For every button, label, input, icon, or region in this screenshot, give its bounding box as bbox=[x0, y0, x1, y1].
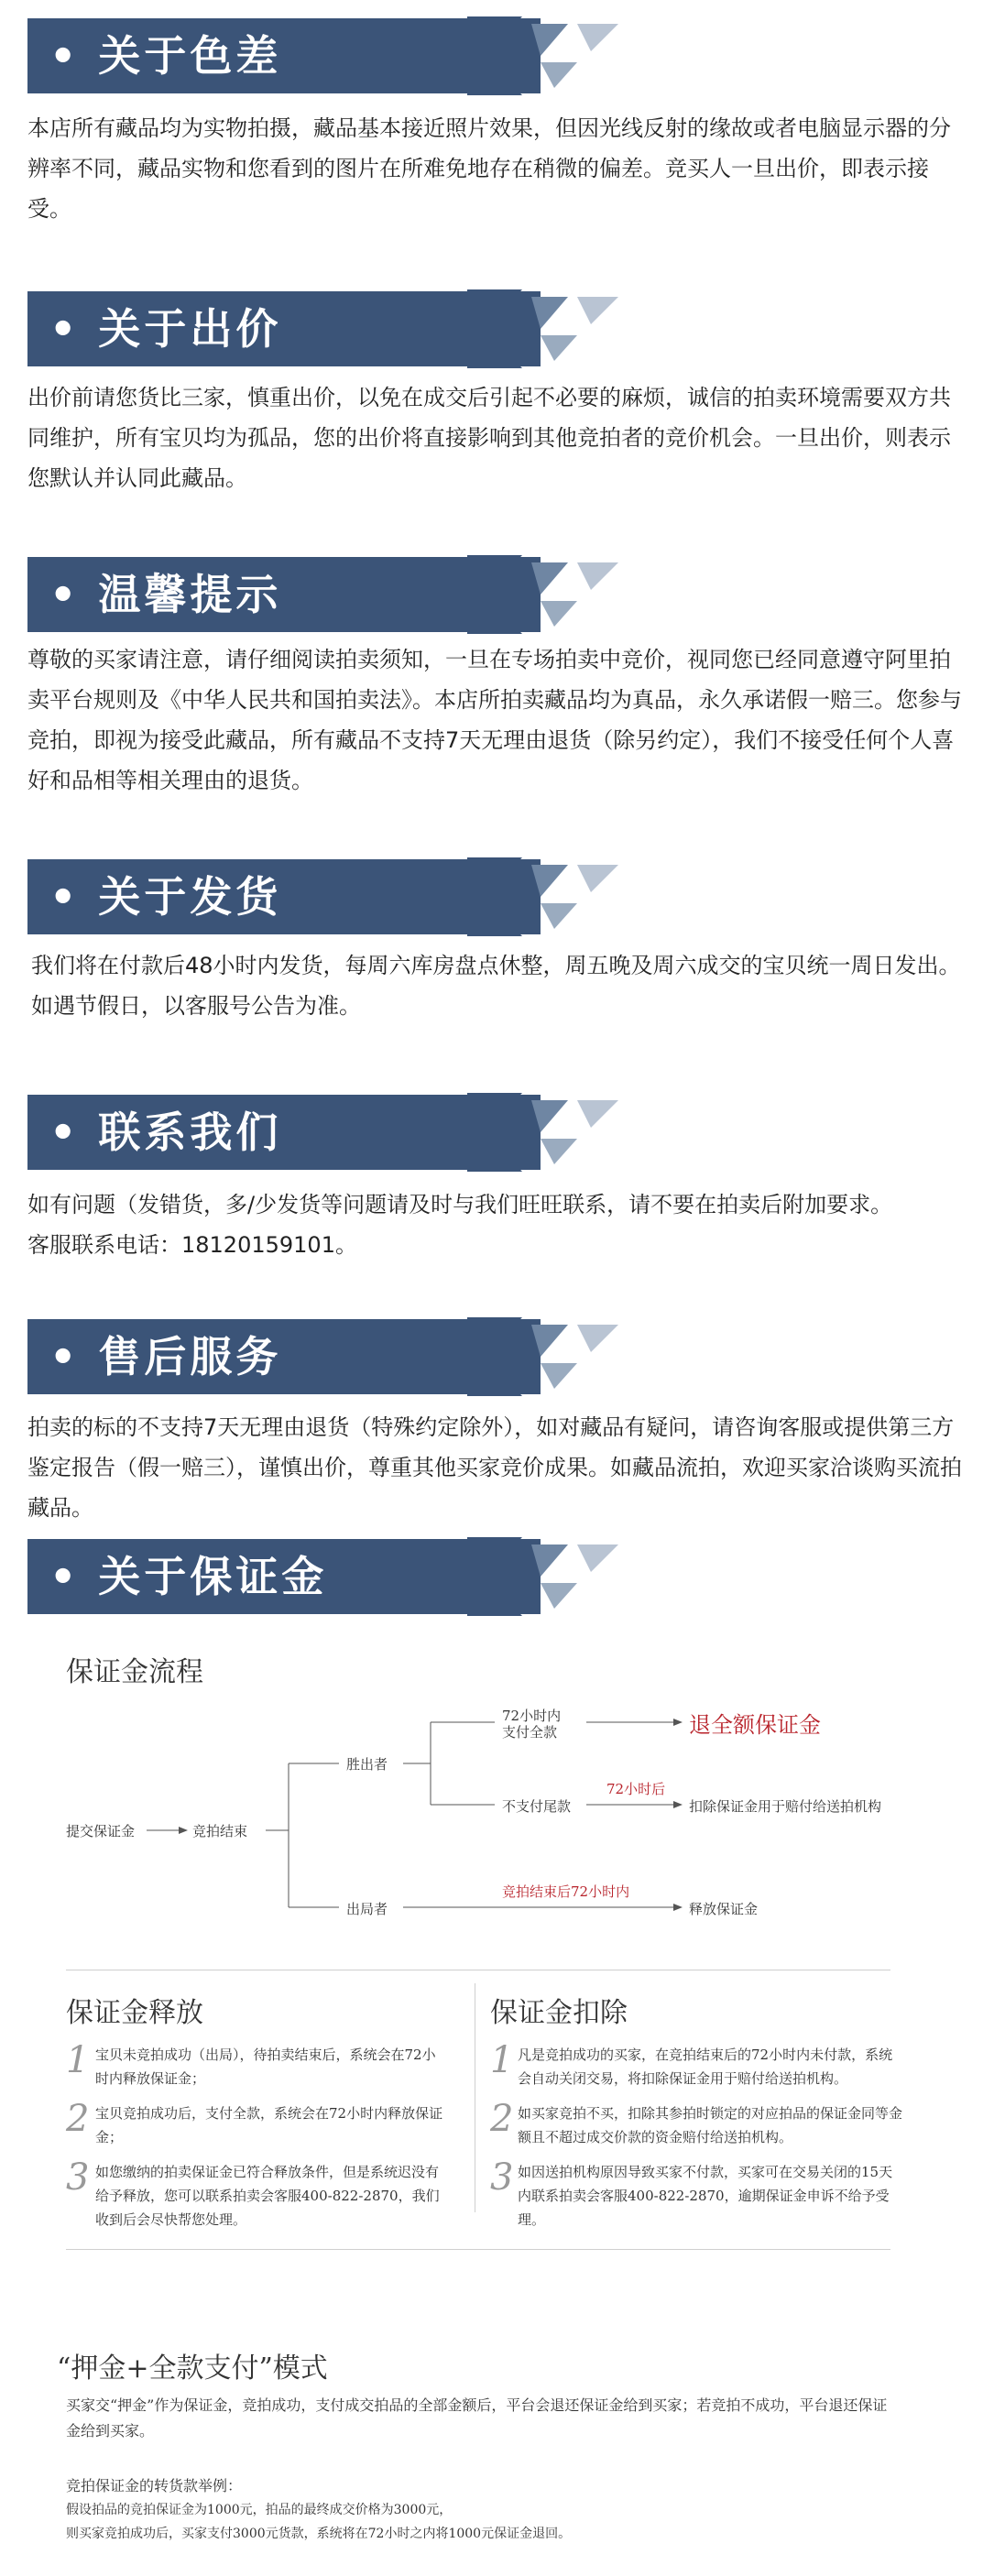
section-banner bbox=[27, 18, 541, 93]
flow-paid-72h-line1: 72小时内 bbox=[502, 1708, 562, 1724]
mode-example-line1: 假设拍品的竞拍保证金为1000元，拍品的最终成交价格为3000元， bbox=[66, 2503, 453, 2517]
release-item-number: 2 bbox=[66, 2098, 90, 2140]
flow-after-72h: 72小时后 bbox=[606, 1781, 666, 1797]
release-item-text: 宝贝未竞拍成功（出局），待拍卖结束后，系统会在72小时内释放保证金； bbox=[95, 2047, 436, 2087]
release-item-number: 3 bbox=[66, 2156, 90, 2199]
section-body: 本店所有藏品均为实物拍摄，藏品基本接近照片效果，但因光线反射的缘故或者电脑显示器的分辨率不同，藏品实物和您看到的图片在所难免地存在稍微的偏差。竞买人一旦出价，即表示接受。 bbox=[27, 115, 951, 222]
rules-bottom-divider bbox=[66, 2249, 890, 2250]
section-banner bbox=[27, 1539, 541, 1614]
deduct-title: 保证金扣除 bbox=[490, 1997, 628, 2029]
flow-after-end-72h: 竞拍结束后72小时内 bbox=[502, 1883, 630, 1900]
mode-example-line2: 则买家竞拍成功后，买家支付3000元货款，系统将在72小时之内将1000元保证金退回。 bbox=[66, 2527, 572, 2541]
flow-release: 释放保证金 bbox=[689, 1901, 759, 1917]
deduct-item-text: 如买家竞拍不买，扣除其参拍时锁定的对应拍品的保证金同等金额且不超过成交价款的资金赔付给送拍机构。 bbox=[518, 2105, 903, 2145]
banner-decoration-icon bbox=[467, 16, 623, 95]
section-banner bbox=[27, 291, 541, 366]
section-body: 拍卖的标的不支持7天无理由退货（特殊约定除外），如对藏品有疑问，请咨询客服或提供第三方鉴定报告（假一赔三），谨慎出价，尊重其他买家竞价成果。如藏品流拍，欢迎买家洽谈购买流拍藏品。 bbox=[27, 1414, 962, 1521]
banner-decoration-icon bbox=[467, 1317, 623, 1396]
release-item-text: 宝贝竞拍成功后，支付全款，系统会在72小时内释放保证金； bbox=[95, 2105, 443, 2145]
banner-decoration-icon bbox=[467, 1537, 623, 1616]
section-title: • 关于出价 bbox=[49, 304, 282, 354]
deduct-item-number: 3 bbox=[490, 2156, 514, 2199]
section-body: 出价前请您货比三家，慎重出价，以免在成交后引起不必要的麻烦，诚信的拍卖环境需要双方共同维护，所有宝贝均为孤品，您的出价将直接影响到其他竞拍者的竞价机会。一旦出价，则表示您默认并认同此藏品。 bbox=[27, 385, 951, 491]
section-title: • 关于保证金 bbox=[49, 1552, 328, 1601]
release-item-number: 1 bbox=[66, 2039, 90, 2081]
section-title: • 关于发货 bbox=[49, 872, 282, 922]
flow-winner: 胜出者 bbox=[346, 1756, 388, 1773]
flow-not-paid: 不支付尾款 bbox=[502, 1798, 572, 1815]
flow-loser: 出局者 bbox=[346, 1901, 388, 1917]
banner-decoration-icon bbox=[467, 857, 623, 936]
section-banner bbox=[27, 557, 541, 632]
section-title: • 联系我们 bbox=[49, 1108, 282, 1157]
release-title: 保证金释放 bbox=[66, 1997, 203, 2029]
deduct-item-text: 凡是竞拍成功的买家，在竞拍结束后的72小时内未付款，系统会自动关闭交易，将扣除保证金用于赔付给送拍机构。 bbox=[518, 2047, 893, 2087]
contact-phone: 客服联系电话：18120159101。 bbox=[27, 1232, 357, 1258]
section-title: • 关于色差 bbox=[49, 31, 282, 81]
mode-title: “押金+全款支付”模式 bbox=[57, 2352, 328, 2385]
flow-paid-72h-line2: 支付全款 bbox=[502, 1724, 558, 1741]
mode-example-title: 竞拍保证金的转货款举例： bbox=[66, 2477, 243, 2494]
flow-auction-end: 竞拍结束 bbox=[192, 1823, 248, 1839]
banner-decoration-icon bbox=[467, 289, 623, 368]
deduct-item-number: 1 bbox=[490, 2039, 514, 2081]
mode-description: 买家交“押金”作为保证金，竞拍成功，支付成交拍品的全部金额后，平台会退还保证金给到买家；若竞拍不成功，平台退还保证金给到买家。 bbox=[66, 2396, 888, 2440]
release-item-text: 如您缴纳的拍卖保证金已符合释放条件，但是系统迟没有给予释放，您可以联系拍卖会客服400-822-2870，我们收到后会尽快帮您处理。 bbox=[95, 2164, 440, 2228]
section-banner bbox=[27, 1095, 541, 1170]
banner-decoration-icon bbox=[467, 555, 623, 634]
section-title: • 售后服务 bbox=[49, 1332, 282, 1381]
flow-refund-full: 退全额保证金 bbox=[689, 1712, 821, 1738]
deduct-item-text: 如因送拍机构原因导致买家不付款，买家可在交易关闭的15天内联系拍卖会客服400-822-2870，逾期保证金申诉不给予受理。 bbox=[518, 2164, 893, 2228]
section-title: • 温馨提示 bbox=[49, 570, 282, 619]
flow-title: 保证金流程 bbox=[66, 1656, 203, 1688]
banner-decoration-icon bbox=[467, 1093, 623, 1172]
section-banner bbox=[27, 1319, 541, 1394]
flow-deduct: 扣除保证金用于赔付给送拍机构 bbox=[689, 1798, 882, 1815]
flow-submit-deposit: 提交保证金 bbox=[66, 1823, 136, 1839]
section-body: 尊敬的买家请注意，请仔细阅读拍卖须知，一旦在专场拍卖中竞价，视同您已经同意遵守阿里拍卖平台规则及《中华人民共和国拍卖法》。本店所拍卖藏品均为真品，永久承诺假一赔三。您参与竞拍，即视为接受此藏品，所有藏品不支持7天无理由退货（除另约定），我们不接受任何个人喜好和品相等相关理由的退货。 bbox=[27, 647, 962, 793]
section-body: 如有问题（发错货，多/少发货等问题请及时与我们旺旺联系，请不要在拍卖后附加要求。 bbox=[27, 1192, 893, 1217]
section-body: 我们将在付款后48小时内发货，每周六库房盘点休整，周五晚及周六成交的宝贝统一周日发出。如遇节假日，以客服号公告为准。 bbox=[31, 953, 961, 1019]
deduct-item-number: 2 bbox=[490, 2098, 514, 2140]
section-banner bbox=[27, 859, 541, 934]
